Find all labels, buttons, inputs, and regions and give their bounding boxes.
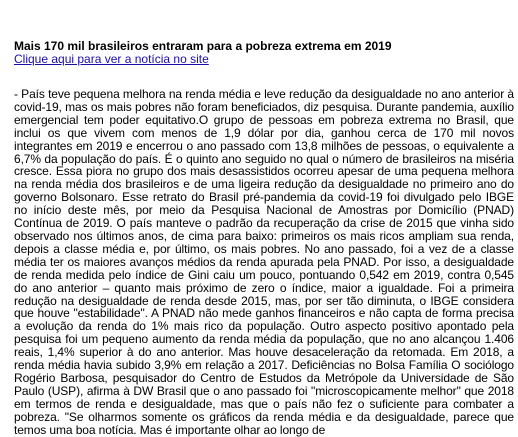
view-on-site-link[interactable]: Clique aqui para ver a notícia no site — [14, 52, 209, 66]
article-body: - País teve pequena melhora na renda média e leve redução da desigualdade no ano anterior à covid-19, mas os mais pobres não foram beneficiados, diz pesquisa. Durante pandemia, auxílio emergencial tem poder equitativo.O grupo de pessoas em pobreza extrema no Brasil, que inclui os que vivem com menos de 1,9 dólar por dia, ganhou cerca de 170 mil novos integrantes em 2019 e encerrou o ano passado com 13,8 milhões de pessoas, o equivalente a 6,7% da população do país. É o quinto ano seguido no qual o número de brasileiros na miséria cresce. Essa piora no grupo dos mais desassistidos ocorreu apesar de uma pequena melhora na renda média dos brasileiros e de uma ligeira redução da desigualdade no primeiro ano do governo Bolsonaro. Esse retrato do Brasil pré-pandemia da covid-19 foi divulgado pelo IBGE no início deste mês, por meio da Pesquisa Nacional de Amostras por Domicílio (PNAD) Contínua de 2019. O país manteve o padrão da recuperação da crise de 2015 que vinha sido observado nos últimos anos, de cima para baixo: primeiros os mais ricos ampliam sua renda, depois a classe média e, por último, os mais pobres. No ano passado, foi a vez de a classe média ter os maiores avanços médios da renda apurada pela PNAD. Por isso, a desigualdade de renda medida pelo índice de Gini caiu um pouco, pontuando 0,542 em 2019, contra 0,545 do ano anterior – quanto mais próximo de zero o índice, maior a igualdade. Foi a primeira redução na desigualdade de renda desde 2015, mas, por ser tão diminuta, o IBGE considera que houve "estabilidade". A PNAD não mede ganhos financeiros e não capta de forma precisa a evolução da renda do 1% mais rico da população. Outro aspecto positivo apontado pela pesquisa foi um pequeno aumento da renda média da população, que no ano alcançou 1.406 reais, 1,4% superior à do ano anterior. Mas houve desaceleração da retomada. Em 2018, a renda média havia subido 3,9% em relação a 2017. Deficiências no Bolsa Família O sociólogo Rogério Barbosa, pesquisador do Centro de Estudos da Metrópole da Universidade de São Paulo (USP), afirma à DW Brasil que o ano passado foi "microscopicamente melhor" que 2018 em termos de renda e desigualdade, mas que o país não fez o suficiente para combater a pobreza. "Se olharmos somente os gráficos da renda média e da desigualdade, parece que temos uma boa notícia. Mas é importante olhar ao longo de — [14, 87, 514, 437]
article-headline: Mais 170 mil brasileiros entraram para a pobreza extrema em 2019 — [14, 39, 392, 53]
